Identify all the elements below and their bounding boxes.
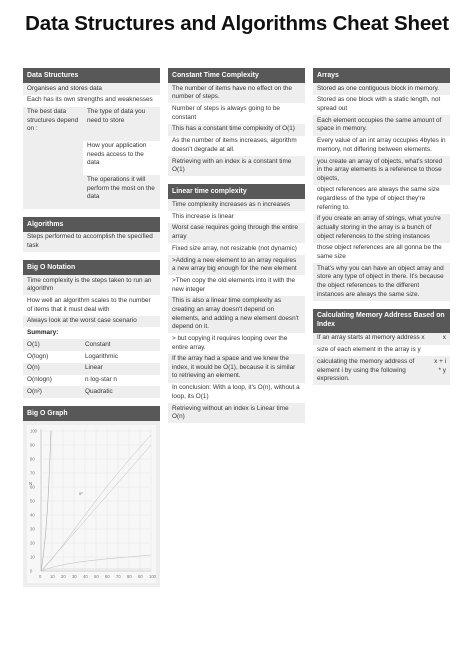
graph-container — [23, 421, 160, 587]
list-item: Worst case requires going through the entire array — [168, 223, 305, 243]
list-item: Stored as one contiguous block in memory. — [313, 83, 450, 95]
list-item: you create an array of objects, what's stored in the array elements is a reference to those objects, — [313, 156, 450, 185]
list-item: The number of items have no effect on the number of steps. — [168, 83, 305, 103]
graph-x-tick: 70 — [116, 574, 121, 580]
list-item: Retrieving with an index is a constant time O(1) — [168, 156, 305, 176]
list-item: those object references are all gonna be the same size — [313, 243, 450, 263]
graph-x-tick: 80 — [127, 574, 132, 580]
graph-y-tick: 100 — [30, 428, 37, 434]
list-item: Steps performed to accomplish the specified task — [23, 232, 160, 252]
list-item: Fixed size array, not resizable (not dynamic) — [168, 243, 305, 255]
section-memory-address — [313, 309, 450, 386]
graph-y-label: N — [29, 481, 33, 487]
list-item: This increase is linear — [168, 211, 305, 223]
list-item: Number of steps is always going to be constant — [168, 103, 305, 123]
list-item: Always look at the worst case scenario — [23, 316, 160, 328]
list-item: In conclusion: With a loop, it's O(n), without a loop, its O(1) — [168, 383, 305, 403]
summary-value: Linear — [85, 364, 103, 372]
list-item: object references are always the same size regardless of the type of object they're referring to. — [313, 185, 450, 214]
list-item: Each element occupies the same amount of space in memory. — [313, 115, 450, 135]
section-header: Linear time complexity — [168, 184, 305, 199]
summary-row — [23, 363, 160, 375]
list-item: > but copying it requires looping over the entire array. — [168, 333, 305, 353]
graph-y-tick: 30 — [30, 526, 35, 532]
section-algorithms — [23, 217, 160, 252]
graph-y-tick: 90 — [30, 442, 35, 448]
column-2 — [168, 68, 305, 431]
graph-y-tick: 10 — [30, 554, 35, 560]
summary-row — [23, 375, 160, 387]
list-item: Each has its own strengths and weaknesses — [23, 95, 160, 107]
graph-x-tick: 90 — [138, 574, 143, 580]
section-header: Big O Notation — [23, 260, 160, 275]
section-header: Big O Graph — [23, 406, 160, 421]
summary-key: O(1) — [27, 340, 40, 348]
summary-value: Quadratic — [85, 387, 113, 395]
column-3 — [313, 68, 450, 393]
section-linear-time — [168, 184, 305, 423]
summary-label: Summary: — [23, 327, 160, 339]
summary-value: Constant — [85, 340, 111, 348]
summary-key: O(logn) — [27, 352, 49, 360]
item-value: x + i * y — [434, 357, 446, 374]
section-big-o-graph — [23, 406, 160, 587]
list-item: How your application needs access to the data — [83, 141, 160, 175]
graph-y-tick: 70 — [30, 470, 35, 476]
list-item — [313, 345, 450, 357]
list-item: This is also a linear time complexity as creating an array doesn't depend on elements, and adding a new element doesn't depend on it. — [168, 296, 305, 334]
graph-x-tick: 0 — [39, 574, 42, 580]
list-item: Stored as one block with a static length, not spread out — [313, 95, 450, 115]
section-arrays — [313, 68, 450, 301]
graph-y-tick: 20 — [30, 540, 35, 546]
section-header: Calculating Memory Address Based on Index — [313, 309, 450, 333]
page-title: Data Structures and Algorithms Cheat Sheet — [25, 12, 449, 35]
summary-row — [23, 351, 160, 363]
list-item: As the number of items increases, algorithm doesn't degrade at all. — [168, 136, 305, 156]
section-big-o — [23, 260, 160, 398]
list-item: Organises and stores data — [23, 83, 160, 95]
graph-x-tick: 50 — [94, 574, 99, 580]
list-item: Time complexity increases as n increases — [168, 199, 305, 211]
section-header: Data Structures — [23, 68, 160, 83]
list-item — [313, 356, 450, 385]
summary-key: O(n) — [27, 364, 40, 372]
graph-x-tick: 10 — [50, 574, 55, 580]
list-item: That's why you can have an object array and store any type of object in there. It's because the object references to the different instances are always the same size. — [313, 263, 450, 301]
item-value — [434, 346, 446, 355]
item-text: If an array starts at memory address x — [317, 334, 425, 342]
summary-value: Logarithmic — [85, 352, 119, 360]
section-header: Constant Time Complexity — [168, 68, 305, 83]
graph-y-tick: 60 — [30, 484, 35, 490]
list-item — [313, 333, 450, 345]
graph-y-tick: 80 — [30, 456, 35, 462]
list-item: The type of data you need to store — [83, 107, 160, 141]
list-item: >Adding a new element to an array requires a new array big enough for the new element — [168, 255, 305, 275]
item-text: size of each element in the array is y — [317, 346, 421, 354]
depend-list — [83, 107, 160, 209]
summary-key: O(n²) — [27, 387, 42, 395]
graph-y-tick: 0 — [30, 568, 33, 574]
list-item: Every value of an int array occupies 4bytes in memory, not differing between elements. — [313, 136, 450, 156]
list-item: >Then copy the old elements into it with the new integer — [168, 275, 305, 295]
graph-y-tick: 40 — [30, 512, 35, 518]
item-text: calculating the memory address of element i by using the following expression. — [317, 357, 415, 383]
section-header: Algorithms — [23, 217, 160, 232]
graph-y-tick: 50 — [30, 498, 35, 504]
list-item: How well an algorithm scales to the number of items that it must deal with — [23, 295, 160, 315]
summary-value: n log-star n — [85, 376, 117, 384]
section-header: Arrays — [313, 68, 450, 83]
graph-x-tick: 100 — [149, 574, 156, 580]
list-item: if you create an array of strings, what you're actually storing in the array is a bunch of object references to the string instances — [313, 214, 450, 243]
graph-x-tick: 30 — [72, 574, 77, 580]
graph-x-tick: 60 — [105, 574, 110, 580]
section-constant-time — [168, 68, 305, 176]
list-item: Time complexity is the steps taken to run an algorithm — [23, 275, 160, 295]
list-item: If the array had a space and we knew the index, it would be O(1), because it is similar to retrieving an element. — [168, 354, 305, 383]
section-data-structures — [23, 68, 160, 209]
graph-x-tick: 40 — [83, 574, 88, 580]
depend-label: The best data structures depend on : — [23, 107, 83, 209]
graph-curve-label: x² — [79, 491, 83, 497]
depend-group — [23, 107, 160, 209]
list-item: Retrieving without an index is Linear time O(n) — [168, 403, 305, 423]
item-value: x — [442, 334, 446, 342]
list-item: This has a constant time complexity of O(1) — [168, 124, 305, 136]
list-item: The operations it will perform the most on the data — [83, 175, 160, 209]
column-1 — [23, 68, 160, 595]
summary-row — [23, 339, 160, 351]
big-o-graph-image — [27, 425, 156, 583]
summary-row — [23, 386, 160, 398]
graph-x-tick: 20 — [61, 574, 66, 580]
summary-key: O(nlogn) — [27, 376, 52, 384]
